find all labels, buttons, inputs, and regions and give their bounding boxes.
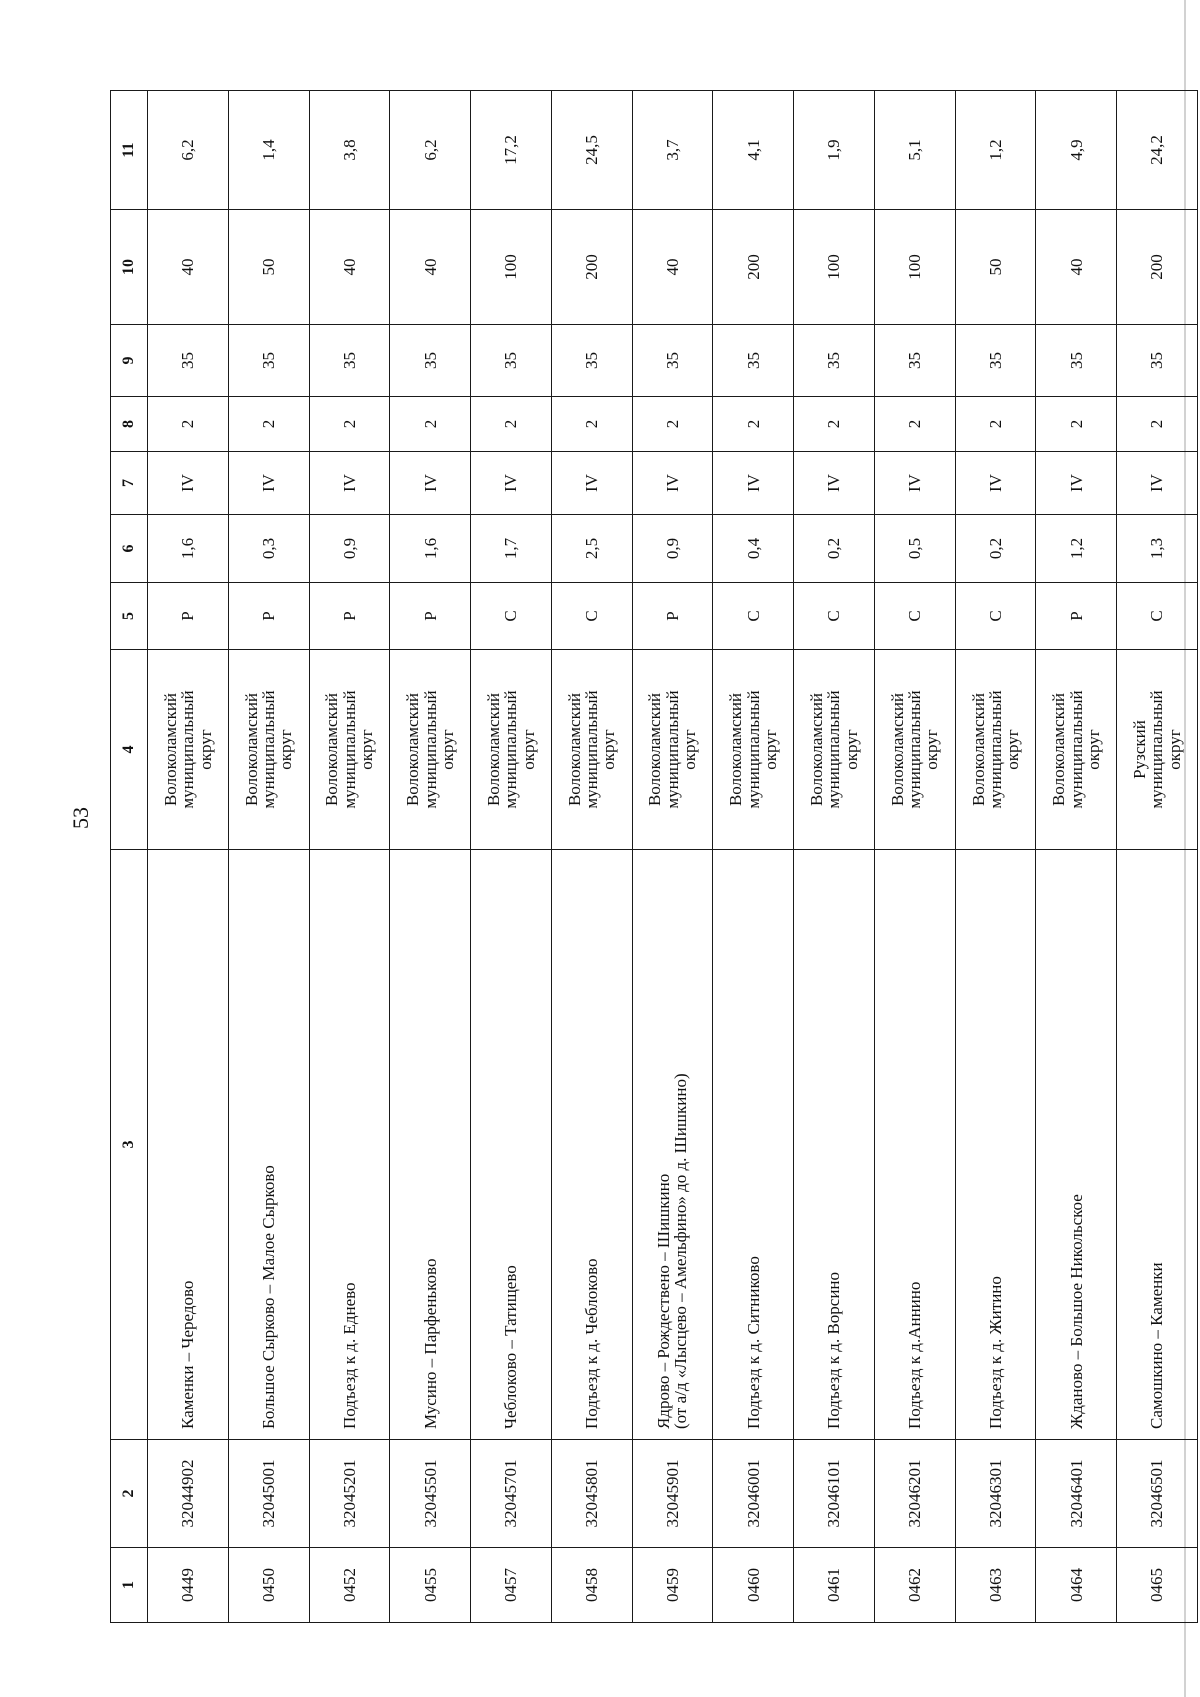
cell-road-code: 32045201: [309, 1440, 390, 1548]
cell-length: 1,6: [148, 515, 229, 583]
district-line: округ: [1083, 729, 1103, 770]
cell-district: [955, 650, 1036, 850]
header-cell-1: 1: [111, 1548, 148, 1623]
cell-length: 1,7: [471, 515, 552, 583]
district-line: округ: [599, 729, 619, 770]
cell-traffic: 50: [228, 210, 309, 325]
cell-lanes: 2: [309, 397, 390, 452]
cell-road-code: 32046101: [794, 1440, 875, 1548]
page-number: 53: [68, 807, 93, 829]
district-line: Волоколамский: [564, 692, 584, 807]
cell-width: 35: [955, 325, 1036, 397]
header-row: [111, 91, 148, 1623]
cell-road-name: [713, 850, 794, 1440]
cell-width: 35: [1117, 325, 1198, 397]
cell-district: [1117, 650, 1198, 850]
district-line: Волоколамский: [403, 692, 423, 807]
cell-traffic: 100: [794, 210, 875, 325]
cell-road-code: 32045501: [390, 1440, 471, 1548]
district-line: муниципальный: [420, 690, 440, 809]
cell-road-number: 0460: [713, 1548, 794, 1623]
cell-category: Р: [632, 583, 713, 650]
cell-width: 35: [794, 325, 875, 397]
cell-length: 1,6: [390, 515, 471, 583]
cell-width: 35: [390, 325, 471, 397]
cell-road-name: [1117, 850, 1198, 1440]
table-row: [551, 91, 632, 1623]
cell-lanes: 2: [390, 397, 471, 452]
district-line: муниципальный: [1066, 690, 1086, 809]
cell-technical-class: IV: [1117, 452, 1198, 515]
table-row: [713, 91, 794, 1623]
cell-road-number: 0458: [551, 1548, 632, 1623]
cell-road-name: [874, 850, 955, 1440]
table-row: [794, 91, 875, 1623]
cell-category: С: [874, 583, 955, 650]
cell-road-name: [309, 850, 390, 1440]
cell-value: 4,1: [713, 91, 794, 210]
cell-road-number: 0452: [309, 1548, 390, 1623]
cell-value: 17,2: [471, 91, 552, 210]
cell-road-number: 0449: [148, 1548, 229, 1623]
cell-category: Р: [148, 583, 229, 650]
cell-road-name: [390, 850, 471, 1440]
cell-category: С: [713, 583, 794, 650]
cell-length: 0,2: [794, 515, 875, 583]
table-body: [148, 91, 1198, 1623]
cell-value: 24,5: [551, 91, 632, 210]
district-line: округ: [680, 729, 700, 770]
cell-district: [713, 650, 794, 850]
cell-value: 6,2: [148, 91, 229, 210]
cell-traffic: 40: [1036, 210, 1117, 325]
cell-value: 24,2: [1117, 91, 1198, 210]
header-cell-4: 4: [111, 650, 148, 850]
cell-technical-class: IV: [955, 452, 1036, 515]
cell-district: [390, 650, 471, 850]
cell-width: 35: [148, 325, 229, 397]
district-line: Рузский: [1130, 720, 1150, 779]
cell-traffic: 40: [148, 210, 229, 325]
cell-width: 35: [713, 325, 794, 397]
table-row: [1117, 91, 1198, 1623]
district-line: округ: [276, 729, 296, 770]
header-cell-5: 5: [111, 583, 148, 650]
cell-traffic: 200: [1117, 210, 1198, 325]
cell-category: С: [551, 583, 632, 650]
district-line: муниципальный: [1147, 690, 1167, 809]
cell-width: 35: [551, 325, 632, 397]
district-line: округ: [437, 729, 457, 770]
cell-value: 3,7: [632, 91, 713, 210]
district-line: Волоколамский: [807, 692, 827, 807]
cell-district: [1036, 650, 1117, 850]
cell-width: 35: [874, 325, 955, 397]
cell-value: 3,8: [309, 91, 390, 210]
header-cell-9: 9: [111, 325, 148, 397]
cell-length: 0,2: [955, 515, 1036, 583]
cell-length: 1,2: [1036, 515, 1117, 583]
cell-technical-class: IV: [1036, 452, 1117, 515]
road-name-text: Подъезд к д. Еднево: [339, 1282, 359, 1429]
cell-road-code: 32044902: [148, 1440, 229, 1548]
cell-district: [309, 650, 390, 850]
cell-lanes: 2: [713, 397, 794, 452]
cell-technical-class: IV: [471, 452, 552, 515]
cell-value: 1,2: [955, 91, 1036, 210]
cell-road-code: 32046001: [713, 1440, 794, 1548]
cell-traffic: 200: [713, 210, 794, 325]
cell-road-number: 0462: [874, 1548, 955, 1623]
rotated-table-container: [110, 91, 1198, 1623]
cell-road-name: [632, 850, 713, 1440]
cell-length: 0,9: [632, 515, 713, 583]
cell-width: 35: [228, 325, 309, 397]
district-line: округ: [760, 729, 780, 770]
cell-length: 2,5: [551, 515, 632, 583]
cell-category: С: [955, 583, 1036, 650]
cell-lanes: 2: [471, 397, 552, 452]
cell-road-code: 32046201: [874, 1440, 955, 1548]
cell-road-number: 0459: [632, 1548, 713, 1623]
header-cell-3: 3: [111, 850, 148, 1440]
cell-road-code: 32046401: [1036, 1440, 1117, 1548]
table-row: [309, 91, 390, 1623]
district-line: муниципальный: [824, 690, 844, 809]
district-line: муниципальный: [339, 690, 359, 809]
cell-technical-class: IV: [309, 452, 390, 515]
cell-technical-class: IV: [874, 452, 955, 515]
district-line: муниципальный: [743, 690, 763, 809]
cell-category: С: [471, 583, 552, 650]
district-line: округ: [1003, 729, 1023, 770]
cell-category: Р: [309, 583, 390, 650]
district-line: муниципальный: [662, 690, 682, 809]
road-name-text: Чеблоково – Татищево: [501, 1265, 521, 1429]
cell-category: С: [1117, 583, 1198, 650]
district-line: Волоколамский: [1049, 692, 1069, 807]
road-name-text: Подъезд к д. Ворсино: [824, 1271, 844, 1429]
cell-lanes: 2: [955, 397, 1036, 452]
cell-technical-class: IV: [551, 452, 632, 515]
cell-lanes: 2: [228, 397, 309, 452]
cell-width: 35: [309, 325, 390, 397]
table-row: [471, 91, 552, 1623]
header-cell-7: 7: [111, 452, 148, 515]
cell-road-name: [148, 850, 229, 1440]
cell-width: 35: [1036, 325, 1117, 397]
cell-traffic: 200: [551, 210, 632, 325]
district-line: округ: [357, 729, 377, 770]
cell-width: 35: [471, 325, 552, 397]
cell-road-name: [1036, 850, 1117, 1440]
district-line: муниципальный: [178, 690, 198, 809]
cell-road-number: 0463: [955, 1548, 1036, 1623]
district-line: Волоколамский: [726, 692, 746, 807]
cell-lanes: 2: [874, 397, 955, 452]
cell-road-number: 0455: [390, 1548, 471, 1623]
road-name-text: Подъезд к д. Житино: [985, 1276, 1005, 1429]
cell-road-code: 32046501: [1117, 1440, 1198, 1548]
cell-category: Р: [1036, 583, 1117, 650]
cell-lanes: 2: [1117, 397, 1198, 452]
cell-category: Р: [390, 583, 471, 650]
cell-traffic: 40: [309, 210, 390, 325]
cell-road-code: 32046301: [955, 1440, 1036, 1548]
district-line: Волоколамский: [645, 692, 665, 807]
cell-road-name: [471, 850, 552, 1440]
cell-lanes: 2: [1036, 397, 1117, 452]
district-line: муниципальный: [985, 690, 1005, 809]
road-name-text: Мусино – Парфеньково: [420, 1258, 440, 1429]
district-line: Волоколамский: [160, 692, 180, 807]
district-line: муниципальный: [582, 690, 602, 809]
cell-traffic: 100: [471, 210, 552, 325]
cell-road-name: [794, 850, 875, 1440]
road-name-text: Жданово – Большое Никольское: [1066, 1194, 1086, 1429]
cell-district: [551, 650, 632, 850]
cell-district: [228, 650, 309, 850]
table-row: [228, 91, 309, 1623]
district-line: округ: [1164, 729, 1184, 770]
cell-district: [471, 650, 552, 850]
road-name-text: Подъезд к д. Чеблоково: [582, 1258, 602, 1429]
cell-road-code: 32045801: [551, 1440, 632, 1548]
district-line: муниципальный: [258, 690, 278, 809]
cell-road-number: 0450: [228, 1548, 309, 1623]
cell-road-code: 32045001: [228, 1440, 309, 1548]
road-name-text: Подъезд к д. Ситниково: [743, 1256, 763, 1429]
table-row: [874, 91, 955, 1623]
road-name-text: Самошкино – Каменки: [1147, 1262, 1167, 1429]
cell-length: 0,5: [874, 515, 955, 583]
cell-value: 1,9: [794, 91, 875, 210]
header-cell-8: 8: [111, 397, 148, 452]
district-line: Волоколамский: [968, 692, 988, 807]
district-line: Волоколамский: [322, 692, 342, 807]
cell-traffic: 50: [955, 210, 1036, 325]
cell-lanes: 2: [632, 397, 713, 452]
cell-road-name: [228, 850, 309, 1440]
district-line: округ: [922, 729, 942, 770]
cell-district: [632, 650, 713, 850]
cell-district: [874, 650, 955, 850]
header-cell-6: 6: [111, 515, 148, 583]
header-cell-10: 10: [111, 210, 148, 325]
header-cell-2: 2: [111, 1440, 148, 1548]
cell-technical-class: IV: [794, 452, 875, 515]
district-line: округ: [841, 729, 861, 770]
cell-traffic: 40: [632, 210, 713, 325]
cell-road-number: 0465: [1117, 1548, 1198, 1623]
cell-district: [794, 650, 875, 850]
cell-lanes: 2: [148, 397, 229, 452]
cell-technical-class: IV: [228, 452, 309, 515]
cell-length: 0,9: [309, 515, 390, 583]
district-line: Волоколамский: [241, 692, 261, 807]
district-line: Волоколамский: [483, 692, 503, 807]
road-name-text: Подъезд к д.Аннино: [905, 1281, 925, 1429]
district-line: округ: [518, 729, 538, 770]
cell-lanes: 2: [551, 397, 632, 452]
road-name-text: Каменки – Чередово: [178, 1280, 198, 1429]
cell-length: 1,3: [1117, 515, 1198, 583]
cell-value: 5,1: [874, 91, 955, 210]
road-name-text: Большое Сырково – Малое Сырково: [258, 1165, 278, 1429]
cell-value: 6,2: [390, 91, 471, 210]
roads-table: [110, 90, 1198, 1623]
cell-value: 1,4: [228, 91, 309, 210]
cell-road-code: 32045901: [632, 1440, 713, 1548]
cell-traffic: 40: [390, 210, 471, 325]
table-row: [632, 91, 713, 1623]
cell-road-number: 0457: [471, 1548, 552, 1623]
header-cell-11: 11: [111, 91, 148, 210]
district-line: муниципальный: [905, 690, 925, 809]
cell-road-number: 0461: [794, 1548, 875, 1623]
cell-road-name: [551, 850, 632, 1440]
cell-road-code: 32045701: [471, 1440, 552, 1548]
cell-lanes: 2: [794, 397, 875, 452]
cell-technical-class: IV: [390, 452, 471, 515]
cell-width: 35: [632, 325, 713, 397]
district-line: округ: [195, 729, 215, 770]
district-line: муниципальный: [501, 690, 521, 809]
cell-length: 0,4: [713, 515, 794, 583]
cell-technical-class: IV: [148, 452, 229, 515]
cell-technical-class: IV: [713, 452, 794, 515]
table-row: [955, 91, 1036, 1623]
table-row: [148, 91, 229, 1623]
cell-district: [148, 650, 229, 850]
cell-category: Р: [228, 583, 309, 650]
table-row: [390, 91, 471, 1623]
cell-category: С: [794, 583, 875, 650]
road-name-text: Ядрово – Рождествено – Шишкино (от а/д «Лысцево – Амельфино» до д. Шишкино): [654, 1073, 691, 1429]
cell-technical-class: IV: [632, 452, 713, 515]
cell-road-name: [955, 850, 1036, 1440]
cell-road-number: 0464: [1036, 1548, 1117, 1623]
cell-traffic: 100: [874, 210, 955, 325]
cell-length: 0,3: [228, 515, 309, 583]
cell-value: 4,9: [1036, 91, 1117, 210]
table-row: [1036, 91, 1117, 1623]
district-line: Волоколамский: [887, 692, 907, 807]
